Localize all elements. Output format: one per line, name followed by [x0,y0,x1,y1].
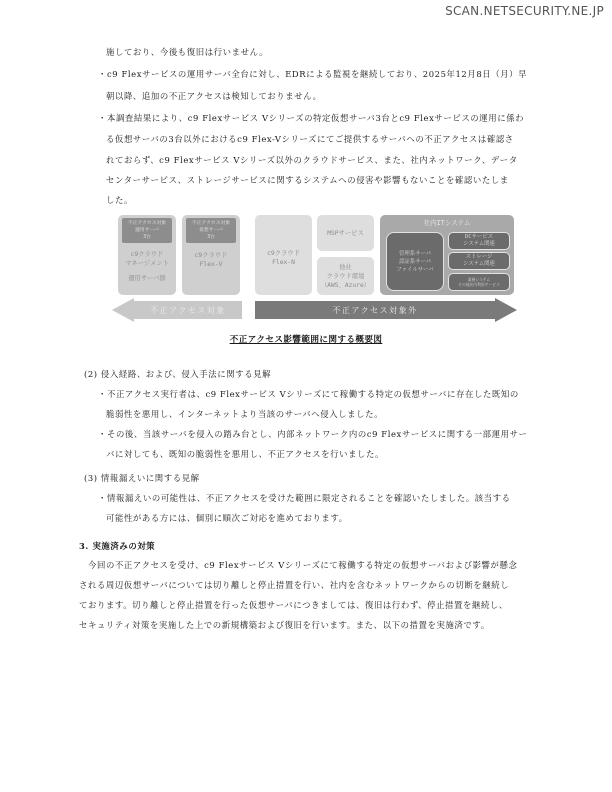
box-dc-service [448,232,510,250]
section-2-bullet1-line2: 脆弱性を悪用し、インターネットより当該のサーバへ侵入しました。 [106,409,384,419]
section-3-bullet1-line2: 可能性がある方には、個別に順次ご対応を進めております。 [106,513,348,523]
box-title: DCサービス [464,234,494,240]
box-c9-flex-n [255,215,312,295]
bullet-result-line2: る仮想サーバの3台以外におけるc9 Flex-Vシリーズにてご提供するサーバへの不正アクセスは確認さ [106,134,514,144]
chapter-3-line3: ております。切り離しと停止措置を行った仮想サーバにつきましては、復旧は行わず、停止措置を継続し、 [79,600,508,610]
box-title: 管理系サーバ [398,250,432,257]
chapter-3-line1: 今回の不正アクセスを受け、c9 Flexサービス Vシリーズにて稼働する特定の仮想サーバおよび影響が懸念 [88,560,518,570]
box-title: Flex-V [199,261,223,268]
section-2-heading: (2) 侵入経路、および、侵入手法に関する見解 [84,369,272,379]
section-2-bullet1-line1: ・不正アクセス実行者は、c9 Flexサービス Vシリーズにて稼働する特定の仮想サーバに存在した既知の [98,389,519,399]
chapter-3-line2: される周辺仮想サーバについては切り離しと停止措置を行い、社内を含むネットワークからの切断を継続し [79,580,510,590]
box-title: システム関連 [463,261,495,267]
box-title: MSPサービス [327,229,364,237]
arrow-left-icon [112,298,134,322]
box-title: ファイルサーバ [396,266,434,273]
box-title: クラウド環境 [326,272,365,280]
box-title: 認証系サーバ [398,258,432,265]
bullet-result-line1: ・本調査結果により、c9 Flexサービス Vシリーズの特定仮想サーバ3台とc9 Flexサービスの運用に係わ [98,113,525,123]
bullet-result-line5: した。 [106,195,133,205]
tag-label: 運用サーバ [135,228,159,233]
box-other-cloud [317,257,374,295]
section-2-bullet2-line2: バに対しても、既知の脆弱性を悪用し、不正アクセスを行いました。 [106,449,384,459]
diagram-caption [0,333,612,345]
section-2-bullet2-line1: ・その後、当該サーバを侵入の踏み台とし、内部ネットワーク内のc9 Flexサービスに関する一部運用サー [98,429,528,439]
tag-target-vm [186,218,236,243]
box-title: c9クラウド [194,252,228,259]
bullet-result-line4: センターサービス、ストレージサービスに関するシステムへの侵害や影響もないことを確認いたしま [106,175,509,185]
box-c9-flex-v [182,215,240,295]
box-title: 社内ITシステム [423,219,471,227]
bullet-result-line3: れておらず、c9 Flexサービス Vシリーズ以外のクラウドサービス、また、社内ネットワーク、データ [106,155,518,165]
arrow-right-icon [495,298,517,322]
tag-label: 不正アクセス対象 [127,221,167,226]
bullet-edr-line1: ・c9 Flexサービスの運用サーバ全台に対し、EDRによる監視を継続しており、2025年12月8日（月）早 [98,69,528,79]
box-title: システム関連 [463,241,495,247]
tag-target-ops [122,218,172,243]
section-3-bullet1-line1: ・情報漏えいの可能性は、不正アクセスを受けた範囲に限定されることを確認いたしました。該当する [98,493,511,503]
impact-scope-diagram [112,212,516,324]
tag-count: 3台 [207,235,215,240]
box-c9-management [118,215,176,295]
box-subtitle: 運用サーバ群 [128,274,166,282]
box-title: マネージメント [125,259,169,267]
box-title: その他社内利用サービス [458,282,500,287]
tag-label: 不正アクセス対象 [191,221,231,226]
box-storage-system [448,252,510,270]
chapter-3-heading: 3. 実施済みの対策 [79,541,156,551]
box-title: 業務システム [467,276,491,282]
box-title: Flex-N [272,259,295,266]
site-watermark: SCAN.NETSECURITY.NE.JP [445,4,604,18]
box-title: 他社 [339,263,352,271]
box-msp-service [317,215,374,251]
arrow-target-label: 不正アクセス対象 [134,301,242,319]
box-internal-it [380,215,514,295]
box-internal-servers [386,232,444,291]
caption-text: 不正アクセス影響範囲に関する概要図 [229,335,383,345]
bullet-edr-line2: 朝以降、追加の不正アクセスは検知しておりません。 [106,91,322,101]
box-title: c9クラウド [130,250,164,258]
arrow-non-target-label: 不正アクセス対象外 [255,301,495,319]
tag-count: 3台 [143,235,151,240]
chapter-3-line4: セキュリティ対策を実施した上での新規構築および復旧を行います。また、以下の措置を実施済です。 [79,620,490,630]
box-title: c9クラウド [267,250,300,257]
continuation-text: 施しており、今後も復旧は行いません。 [106,47,269,57]
box-title: ストレージ [465,254,493,260]
box-title: （AWS、Azure） [320,281,371,289]
tag-label: 仮想サーバ [199,228,223,233]
section-3-heading: (3) 情報漏えいに関する見解 [84,473,200,483]
box-business-system [448,273,510,291]
